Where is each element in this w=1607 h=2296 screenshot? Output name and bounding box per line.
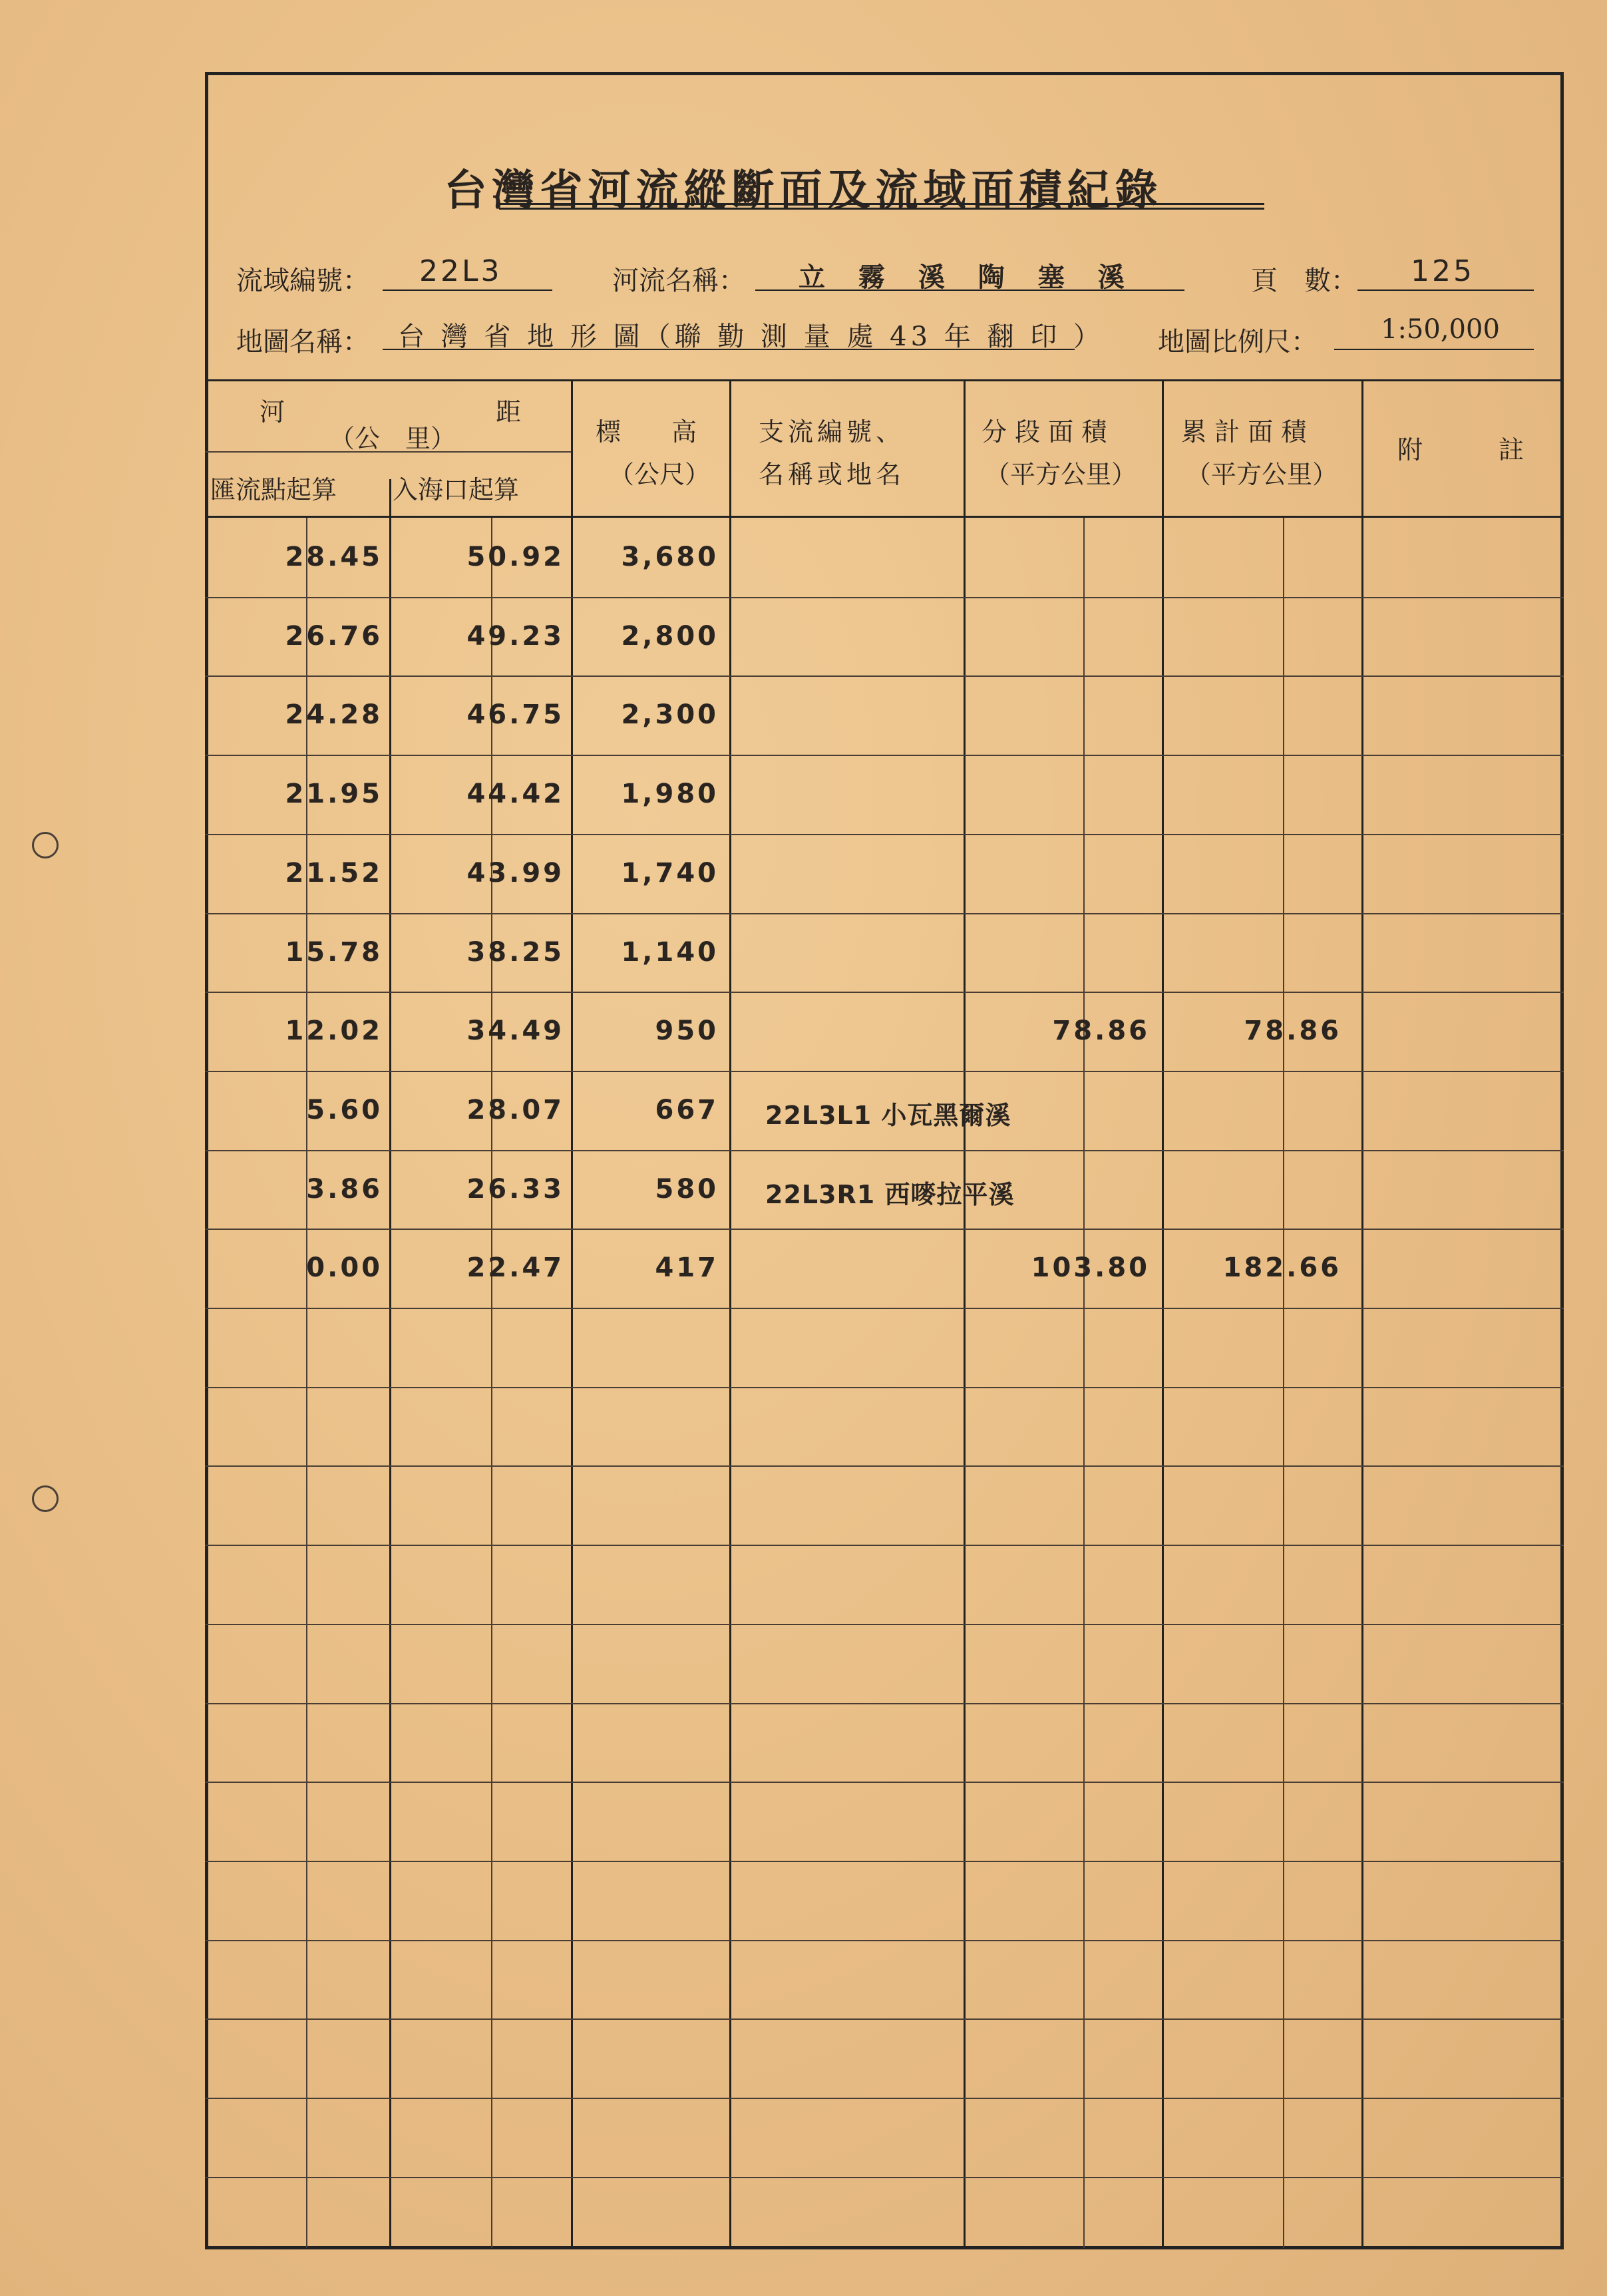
map-scale-value: 1:50,000	[1381, 314, 1500, 345]
row-line	[205, 755, 1564, 756]
river-name-underline	[755, 289, 1184, 291]
map-name-value: 台 灣 省 地 形 圖（聯 勤 測 量 處 43 年 翻 印 ）	[398, 321, 1104, 352]
title-underline-2	[499, 208, 1264, 210]
page-value: 125	[1411, 254, 1475, 288]
from-confluence-cell: 5.60	[306, 1094, 383, 1125]
from-river-mouth-cell: 50.92	[466, 542, 564, 572]
decimal-guide-4	[1283, 518, 1284, 2248]
segment-area-unit-header: （平方公里）	[985, 460, 1137, 489]
from-confluence-cell: 15.78	[285, 936, 383, 968]
page-underline	[1357, 289, 1534, 291]
from-confluence-cell: 0.00	[306, 1252, 383, 1284]
row-line	[205, 1703, 1564, 1704]
river-name-value: 立 霧 溪 陶 塞 溪	[799, 262, 1137, 293]
basin-code-value: 22L3	[419, 254, 502, 288]
elevation-cell: 667	[655, 1094, 719, 1125]
from-river-mouth-cell: 46.75	[466, 699, 564, 731]
from-river-mouth-cell: 49.23	[466, 620, 564, 652]
map-scale-label: 地圖比例尺：	[1158, 327, 1318, 357]
form-title: 台灣省河流縱斷面及流域面積紀錄	[444, 166, 1163, 216]
from-confluence-cell: 21.95	[285, 779, 383, 810]
basin-code-label: 流域編號：	[236, 266, 369, 296]
from-confluence-cell: 3.86	[306, 1173, 383, 1205]
remarks-header: 附 註	[1397, 435, 1524, 465]
col-divider-4	[964, 379, 966, 2249]
row-line	[205, 675, 1564, 677]
elevation-cell: 1,740	[621, 857, 719, 888]
col-divider-6	[1361, 379, 1363, 2249]
from-confluence-header: 匯流點起算	[210, 475, 337, 504]
tributary-header: 支流編號、	[759, 417, 906, 447]
segment-area-cell: 78.86	[1052, 1016, 1150, 1047]
from-river-mouth-cell: 28.07	[466, 1094, 564, 1125]
row-line	[205, 1545, 1564, 1546]
elevation-cell: 2,800	[621, 620, 719, 652]
row-line	[205, 992, 1564, 993]
row-line	[205, 1861, 1564, 1862]
river-distance-header-right: 距	[496, 397, 522, 427]
row-line	[205, 834, 1564, 835]
row-line	[205, 1387, 1564, 1388]
from-confluence-cell: 21.52	[285, 857, 383, 888]
col-divider-5	[1162, 379, 1164, 2249]
col-divider-1	[389, 479, 391, 2249]
from-river-mouth-cell: 38.25	[466, 936, 564, 968]
row-line	[205, 1071, 1564, 1072]
elevation-cell: 580	[655, 1173, 719, 1205]
segment-area-header: 分 段 面 積	[982, 417, 1107, 447]
title-underline	[499, 203, 1264, 205]
table-top-border	[205, 379, 1564, 381]
row-line	[205, 2018, 1564, 2020]
river-distance-header-left: 河	[260, 397, 285, 427]
col-divider-3	[729, 379, 731, 2249]
decimal-guide-1	[306, 518, 307, 2248]
row-line	[205, 1782, 1564, 1783]
from-river-mouth-cell: 26.33	[466, 1173, 564, 1205]
map-scale-underline	[1334, 349, 1534, 350]
row-line	[205, 2098, 1564, 2099]
from-river-mouth-cell: 44.42	[466, 779, 564, 810]
row-line	[205, 1624, 1564, 1625]
from-confluence-cell: 28.45	[285, 542, 383, 572]
row-line	[205, 597, 1564, 598]
tributary-cell: 22L3L1 小瓦黑爾溪	[765, 1100, 1011, 1130]
river-name-label: 河流名稱：	[612, 266, 745, 296]
elevation-cell: 417	[655, 1252, 719, 1284]
tributary-cell: 22L3R1 西嘜拉平溪	[765, 1179, 1015, 1209]
cumulative-area-cell: 182.66	[1222, 1252, 1341, 1284]
elevation-unit-header: （公尺）	[609, 460, 711, 489]
elevation-cell: 950	[655, 1016, 719, 1047]
elevation-cell: 2,300	[621, 699, 719, 731]
row-line	[205, 1940, 1564, 1941]
row-line	[205, 1308, 1564, 1309]
cumulative-area-unit-header: （平方公里）	[1186, 460, 1338, 489]
elevation-cell: 3,680	[621, 542, 719, 572]
elevation-cell: 1,140	[621, 936, 719, 968]
elevation-header: 標 高	[596, 417, 697, 447]
page-label: 頁 數：	[1251, 266, 1357, 296]
table-header-bottom-border	[205, 516, 1564, 518]
col-divider-2	[571, 379, 573, 2249]
segment-area-cell: 103.80	[1031, 1252, 1150, 1284]
from-river-mouth-cell: 34.49	[466, 1016, 564, 1047]
from-confluence-cell: 12.02	[285, 1016, 383, 1047]
row-line	[205, 1229, 1564, 1230]
row-line	[205, 1150, 1564, 1151]
map-name-underline	[383, 349, 1075, 350]
form-frame	[205, 72, 1564, 2249]
basin-code-underline	[383, 289, 552, 291]
map-name-label: 地圖名稱：	[236, 327, 369, 357]
from-river-mouth-cell: 43.99	[466, 857, 564, 888]
row-line	[205, 2177, 1564, 2178]
from-river-mouth-header: 入海口起算	[393, 475, 520, 504]
from-confluence-cell: 26.76	[285, 620, 383, 652]
decimal-guide-2	[491, 518, 492, 2248]
from-river-mouth-cell: 22.47	[466, 1252, 564, 1284]
river-distance-header-unit: （公 里）	[329, 424, 456, 453]
binder-hole-bottom	[32, 1485, 59, 1512]
decimal-guide-3	[1083, 518, 1085, 2248]
cumulative-area-cell: 78.86	[1244, 1016, 1341, 1047]
tributary-header-2: 名稱或地名	[759, 460, 906, 489]
from-confluence-cell: 24.28	[285, 699, 383, 731]
cumulative-area-header: 累 計 面 積	[1181, 417, 1307, 447]
row-line	[205, 1465, 1564, 1467]
elevation-cell: 1,980	[621, 779, 719, 810]
row-line	[205, 913, 1564, 914]
binder-hole-top	[32, 832, 59, 859]
